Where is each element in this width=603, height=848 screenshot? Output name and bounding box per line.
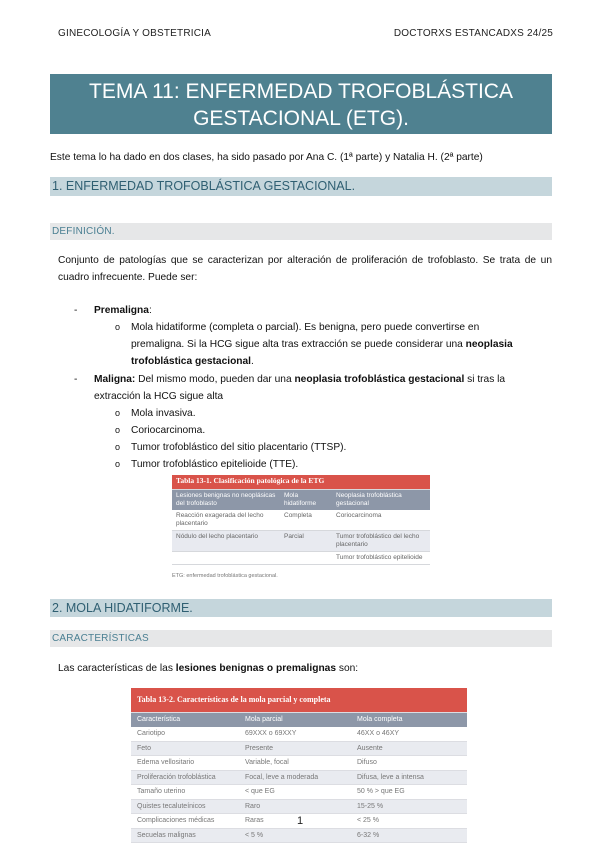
- table-row: [131, 756, 467, 771]
- table-cell: Raras: [239, 814, 351, 829]
- table-header-cell: Mola hidatiforme: [280, 489, 332, 510]
- table-cell: Proliferación trofoblástica: [131, 770, 239, 785]
- sublist-item-mola-line1: Mola hidatiforme (completa o parcial). Es benigna, pero puede convertirse en: [131, 322, 480, 333]
- running-header-authors: DOCTORXS ESTANCADXS 24/25: [393, 28, 553, 39]
- mola-line3-bold: trofoblástica gestacional: [131, 356, 252, 367]
- characteristics-intro-bold: lesiones benignas o premalignas: [175, 663, 337, 674]
- table-row: [131, 770, 467, 785]
- table-cell: 6-32 %: [351, 828, 467, 843]
- table-cell: 50 % > que EG: [351, 785, 467, 800]
- table-row: [172, 510, 430, 531]
- maligna-label: Maligna:: [94, 374, 136, 385]
- table-caption: Tabla 13-2. Características de la mola parcial y completa: [131, 688, 467, 713]
- mola-line2-bold: neoplasia: [465, 339, 513, 350]
- premaligna-colon: :: [148, 305, 152, 316]
- intro-text: Este tema lo ha dado en dos clases, ha sido pasado por Ana C. (1ª parte) y Natalia H. (2ª parte): [50, 152, 483, 163]
- maligna-text-bold: neoplasia trofoblástica gestacional: [294, 374, 465, 385]
- table-cell: Difuso: [351, 756, 467, 771]
- table-header-cell: Lesiones benignas no neoplásicas del trofoblasto: [172, 489, 280, 510]
- table-row: [131, 799, 467, 814]
- table-cell: Parcial: [280, 530, 332, 551]
- characteristics-intro-c: son:: [336, 663, 359, 674]
- table-row: [131, 785, 467, 800]
- table-cell: Variable, focal: [239, 756, 351, 771]
- page-title-line1: TEMA 11: ENFERMEDAD TROFOBLÁSTICA: [89, 80, 513, 103]
- list-bullet: o: [115, 442, 121, 452]
- sublist-item: Tumor trofoblástico del sitio placentario (TTSP).: [131, 442, 347, 453]
- maligna-text-c: si tras la: [464, 374, 506, 385]
- characteristics-intro: [58, 660, 552, 677]
- table-cell: Secuelas malignas: [131, 828, 239, 843]
- list-item-maligna-line1: [94, 371, 505, 388]
- table-cell: [280, 551, 332, 564]
- table-cell: Tumor trofoblástico del lecho placentario: [332, 530, 430, 551]
- table-header-cell: Mola completa: [351, 713, 467, 727]
- table-cell: Presente: [239, 741, 351, 756]
- list-item-premaligna: [94, 302, 152, 319]
- table-row: [131, 828, 467, 843]
- table-cell: Ausente: [351, 741, 467, 756]
- sublist-item: Coriocarcinoma.: [131, 425, 206, 436]
- table-cell: Reacción exagerada del lecho placentario: [172, 510, 280, 531]
- table-cell: 46XX o 46XY: [351, 727, 467, 742]
- sublist-item: Tumor trofoblástico epitelioide (TTE).: [131, 459, 299, 470]
- list-dash: -: [74, 374, 78, 385]
- page-title-line2: GESTACIONAL (ETG).: [193, 107, 409, 130]
- table-cell: Feto: [131, 741, 239, 756]
- table-cell: Tumor trofoblástico epitelioide: [332, 551, 430, 564]
- definition-paragraph: Conjunto de patologías que se caracterizan por alteración de proliferación de trofoblasto. Se trata de un cuadro infrecuente. Puede ser:: [58, 255, 552, 283]
- running-header-subject: GINECOLOGÍA Y OBSTETRICIA: [58, 28, 212, 39]
- list-bullet: o: [115, 408, 121, 418]
- page-title: [50, 74, 552, 134]
- table-cell: 15-25 %: [351, 799, 467, 814]
- table-row: [131, 727, 467, 742]
- table-cell: Cariotipo: [131, 727, 239, 742]
- table-footnote: ETG: enfermedad trofoblástica gestacional.: [172, 573, 278, 579]
- subsection-heading-caracteristicas: CARACTERÍSTICAS: [50, 630, 552, 647]
- section-heading-etg: 1. ENFERMEDAD TROFOBLÁSTICA GESTACIONAL.: [50, 177, 552, 196]
- table-cell: Coriocarcinoma: [332, 510, 430, 531]
- table-cell: < 5 %: [239, 828, 351, 843]
- table-header-cell: Característica: [131, 713, 239, 727]
- table-cell: Quistes tecaluteínicos: [131, 799, 239, 814]
- sublist-item: Mola invasiva.: [131, 408, 196, 419]
- table-cell: Nódulo del lecho placentario: [172, 530, 280, 551]
- premaligna-label: Premaligna: [94, 305, 149, 316]
- table-cell: [172, 551, 280, 564]
- mola-line3-text: .: [251, 356, 254, 367]
- table-cell: < 25 %: [351, 814, 467, 829]
- table-cell: Edema vellositario: [131, 756, 239, 771]
- sublist-item-mola-line2: [131, 336, 513, 353]
- table-row: [172, 551, 430, 564]
- subsection-heading-definicion: DEFINICIÓN.: [50, 223, 552, 240]
- table-cell: Raro: [239, 799, 351, 814]
- table-cell: Complicaciones médicas: [131, 814, 239, 829]
- mola-line2-text: premaligna. Si la HCG sigue alta tras extracción se puede considerar una: [131, 339, 466, 350]
- table-cell: Tamaño uterino: [131, 785, 239, 800]
- list-item-maligna-line2: extracción la HCG sigue alta: [94, 391, 224, 402]
- list-bullet: o: [115, 322, 121, 332]
- list-bullet: o: [115, 459, 121, 469]
- table-caption: Tabla 13-1. Clasificación patológica de la ETG: [172, 475, 430, 489]
- list-dash: -: [74, 305, 78, 316]
- characteristics-intro-a: Las características de las: [58, 663, 176, 674]
- list-bullet: o: [115, 425, 121, 435]
- section-heading-mola: 2. MOLA HIDATIFORME.: [50, 599, 552, 617]
- table-cell: 69XXX o 69XXY: [239, 727, 351, 742]
- sublist-item-mola-line3: [131, 353, 254, 370]
- maligna-text-a: Del mismo modo, pueden dar una: [135, 374, 295, 385]
- table-row: [172, 530, 430, 551]
- table-row: [131, 741, 467, 756]
- table-header-cell: Mola parcial: [239, 713, 351, 727]
- table-cell: Focal, leve a moderada: [239, 770, 351, 785]
- classification-table: [172, 475, 430, 565]
- page-number: 1: [297, 815, 304, 827]
- table-cell: < que EG: [239, 785, 351, 800]
- table-header-cell: Neoplasia trofoblástica gestacional: [332, 489, 430, 510]
- table-cell: Completa: [280, 510, 332, 531]
- table-cell: Difusa, leve a intensa: [351, 770, 467, 785]
